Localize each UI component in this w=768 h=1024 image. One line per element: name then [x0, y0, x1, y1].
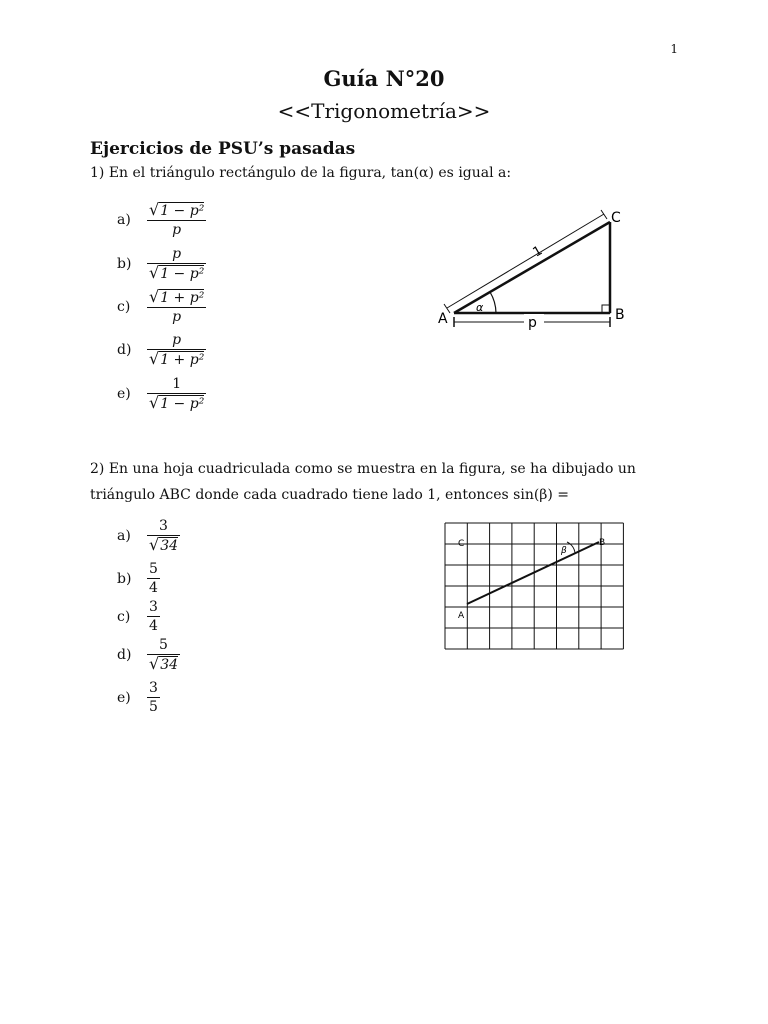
- denominator: 1 + p²: [160, 352, 205, 368]
- angle-beta-label: β: [561, 546, 567, 556]
- denominator: 4: [149, 580, 158, 596]
- denominator: 4: [149, 618, 158, 634]
- fraction: 1 √ 1 − p²: [149, 376, 205, 412]
- base-label: p: [528, 315, 537, 331]
- fraction: √ 1 + p² p: [149, 287, 205, 325]
- option-label: d): [117, 647, 132, 663]
- denominator: 34: [160, 657, 179, 673]
- q1-option-d: [117, 332, 206, 368]
- numerator: 5: [149, 561, 158, 577]
- q2-option-d: [117, 637, 180, 673]
- numerator: 1 − p²: [160, 203, 205, 219]
- vertex-b-label: B: [599, 538, 606, 548]
- fraction: p √ 1 + p²: [149, 332, 205, 368]
- fraction: [147, 561, 160, 596]
- q1-option-a: [117, 202, 206, 238]
- numerator: 1 + p²: [160, 290, 205, 306]
- vertex-c-label: C: [458, 539, 465, 549]
- section-title: Ejercicios de PSU’s pasadas: [90, 139, 356, 159]
- fraction: 3 √ 34: [149, 518, 179, 554]
- q1-option-b: [117, 246, 206, 282]
- option-label: b): [117, 256, 132, 272]
- question-1-text: 1) En el triángulo rectángulo de la figura, tan(α) es igual a:: [90, 165, 512, 181]
- numerator: 1: [172, 376, 182, 392]
- q2-option-c: [117, 599, 160, 634]
- numerator: 5: [159, 637, 168, 653]
- vertex-b-label: B: [615, 307, 625, 323]
- question-2-text: 2) En una hoja cuadriculada como se muestra en la figura, se ha dibujado un triángulo ABC donde cada cuadrado tiene lado 1, entonces sin(β) =: [90, 461, 636, 503]
- page-title: Guía N°20: [323, 66, 445, 91]
- option-label: d): [117, 342, 132, 358]
- fraction: [147, 680, 160, 715]
- q2-option-b: [117, 561, 160, 596]
- q1-option-c: [117, 289, 206, 325]
- option-label: a): [117, 212, 131, 228]
- page-number: 1: [670, 42, 678, 56]
- option-label: a): [117, 528, 131, 544]
- right-triangle-figure: [432, 205, 642, 340]
- page-subtitle: <<Trigonometría>>: [277, 99, 491, 123]
- fraction: √ 1 − p² p: [149, 200, 205, 238]
- angle-alpha-label: α: [476, 301, 484, 314]
- denominator: 1 − p²: [160, 266, 205, 282]
- fraction: [147, 599, 160, 634]
- q2-option-e: [117, 680, 160, 715]
- option-label: c): [117, 299, 131, 315]
- vertex-c-label: C: [611, 210, 621, 226]
- denominator: 1 − p²: [160, 396, 205, 412]
- denominator: p: [172, 309, 182, 325]
- numerator: p: [172, 332, 182, 348]
- vertex-a-label: A: [438, 311, 448, 327]
- denominator: p: [172, 222, 182, 238]
- q2-option-a: [117, 518, 180, 554]
- vertex-a-label: A: [458, 611, 465, 621]
- numerator: 3: [159, 518, 168, 534]
- option-label: e): [117, 689, 131, 706]
- denominator: 34: [160, 538, 179, 554]
- grid: [445, 523, 623, 649]
- option-label: b): [117, 570, 132, 587]
- option-label: c): [117, 608, 131, 625]
- denominator: 5: [149, 699, 158, 715]
- fraction: 5 √ 34: [149, 637, 179, 673]
- numerator: 3: [149, 599, 158, 615]
- numerator: 3: [149, 680, 158, 696]
- option-label: e): [117, 386, 131, 402]
- fraction: p √ 1 − p²: [149, 246, 205, 282]
- q1-option-e: [117, 376, 206, 412]
- hypotenuse-label: 1: [530, 243, 546, 261]
- grid-triangle-figure: [444, 522, 626, 650]
- numerator: p: [172, 246, 182, 262]
